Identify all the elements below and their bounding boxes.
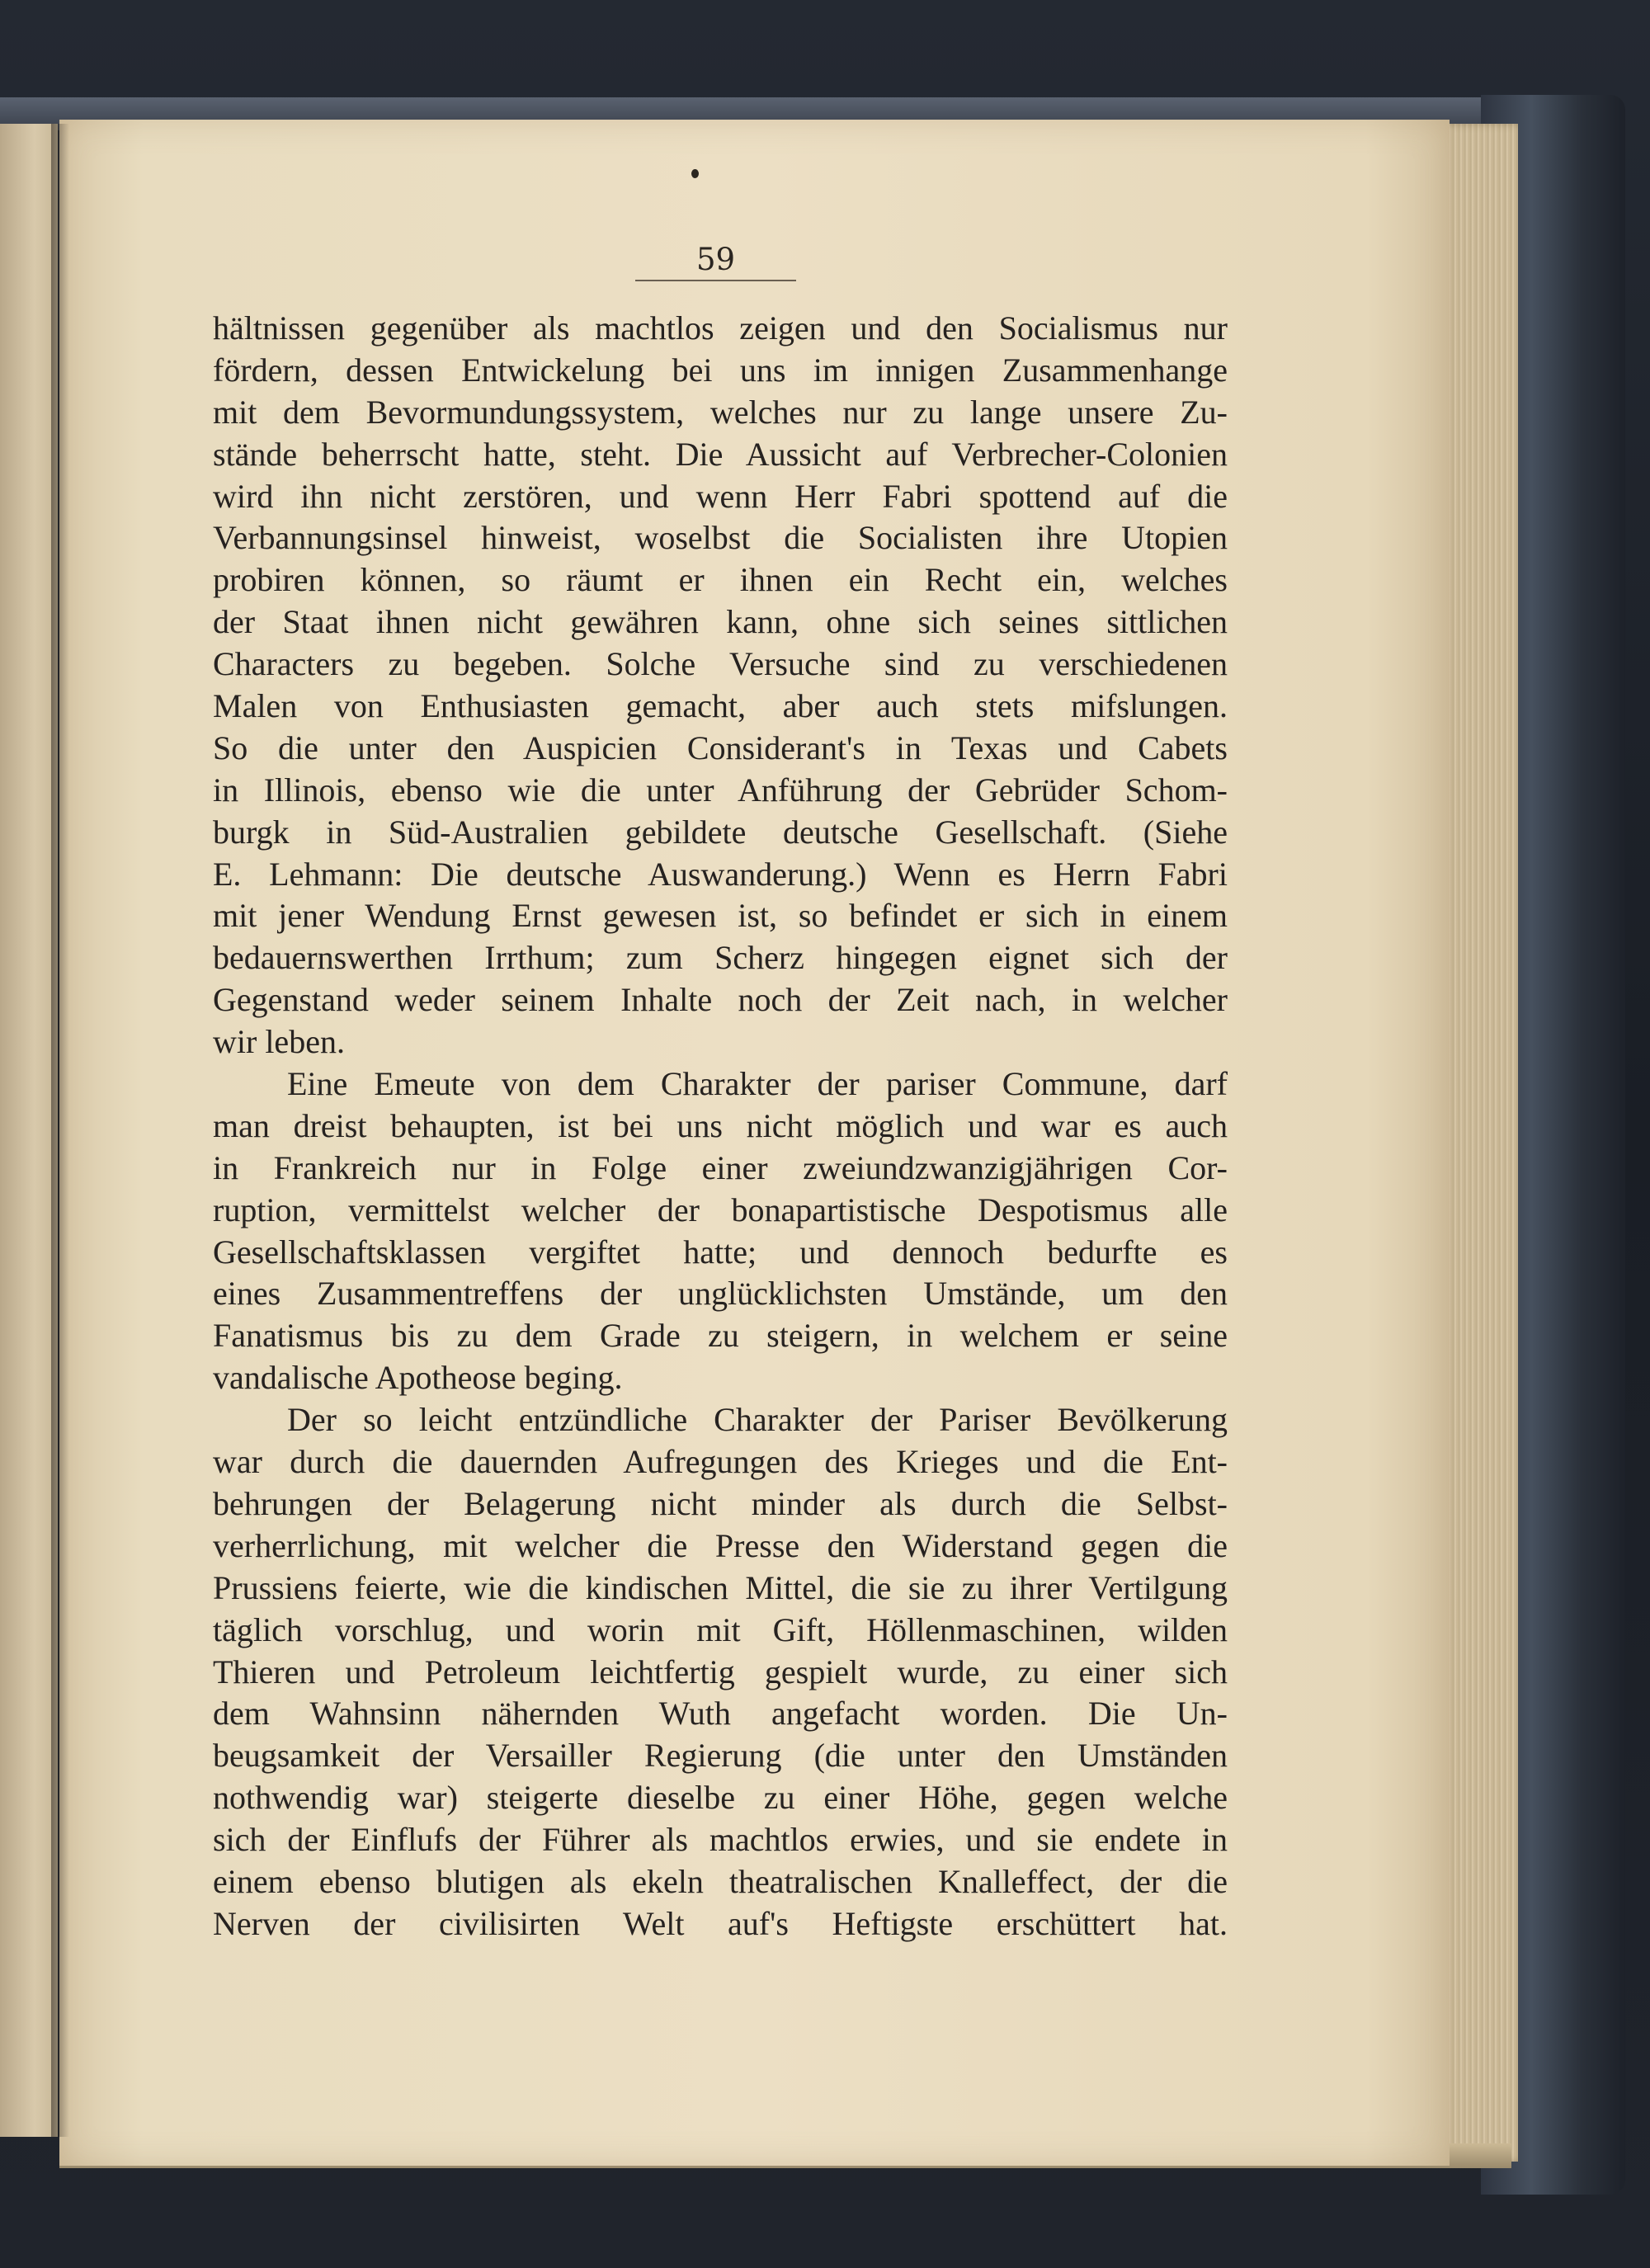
text-line: bedauernswerthen Irrthum; zum Scherz hingegen eignet sich der xyxy=(213,939,1228,977)
text-line: Der so leicht entzündliche Charakter der Pariser Bevölkerung xyxy=(287,1401,1228,1439)
text-line: nothwendig war) steigerte dieselbe zu einer Höhe, gegen welche xyxy=(213,1779,1228,1817)
body-text xyxy=(213,308,1228,1945)
text-line: E. Lehmann: Die deutsche Auswanderung.) Wenn es Herrn Fabri xyxy=(213,855,1228,893)
ink-dot xyxy=(691,169,699,178)
text-line: wir leben. xyxy=(213,1023,345,1061)
text-line: fördern, dessen Entwickelung bei uns im innigen Zusammenhange xyxy=(213,351,1228,389)
page-number: 59 xyxy=(635,241,796,281)
text-line: Characters zu begeben. Solche Versuche sind zu verschiedenen xyxy=(213,645,1228,683)
text-line: mit dem Bevormundungssystem, welches nur zu lange unsere Zu- xyxy=(213,393,1228,431)
text-line: war durch die dauernden Aufregungen des Krieges und die Ent- xyxy=(213,1443,1228,1481)
text-line: verherrlichung, mit welcher die Presse den Widerstand gegen die xyxy=(213,1526,1228,1564)
text-line: der Staat ihnen nicht gewähren kann, ohne sich seines sittlichen xyxy=(213,603,1228,641)
text-line: beugsamkeit der Versailler Regierung (die unter den Umständen xyxy=(213,1737,1228,1775)
text-line: Gegenstand weder seinem Inhalte noch der Zeit nach, in welcher xyxy=(213,981,1228,1019)
text-line: So die unter den Auspicien Considerant's in Texas und Cabets xyxy=(213,728,1228,766)
text-line: Verbannungsinsel hinweist, woselbst die Socialisten ihre Utopien xyxy=(213,519,1228,557)
text-line: Nerven der civilisirten Welt auf's Heftigste erschüttert hat. xyxy=(213,1904,1228,1942)
text-line: sich der Einflufs der Führer als machtlos erwies, und sie endete in xyxy=(213,1821,1228,1859)
text-line: wird ihn nicht zerstören, und wenn Herr Fabri spottend auf die xyxy=(213,477,1228,515)
text-line: einem ebenso blutigen als ekeln theatralischen Knalleffect, der die xyxy=(213,1862,1228,1900)
text-line: vandalische Apotheose beging. xyxy=(213,1359,623,1397)
text-line: in Illinois, ebenso wie die unter Anführung der Gebrüder Schom- xyxy=(213,771,1228,809)
text-line: probiren können, so räumt er ihnen ein Recht ein, welches xyxy=(213,561,1228,599)
text-line: Thieren und Petroleum leichtfertig gespielt wurde, zu einer sich xyxy=(213,1653,1228,1690)
text-line: mit jener Wendung Ernst gewesen ist, so befindet er sich in einem xyxy=(213,897,1228,935)
text-line: Gesellschaftsklassen vergiftet hatte; und dennoch bedurfte es xyxy=(213,1233,1228,1271)
text-line: ruption, vermittelst welcher der bonapartistische Despotismus alle xyxy=(213,1191,1228,1228)
text-line: Malen von Enthusiasten gemacht, aber auch stets mifslungen. xyxy=(213,687,1228,725)
text-line: täglich vorschlug, und worin mit Gift, Höllenmaschinen, wilden xyxy=(213,1610,1228,1648)
text-line: hältnissen gegenüber als machtlos zeigen und den Socialismus nur xyxy=(213,309,1228,347)
text-line: Fanatismus bis zu dem Grade zu steigern, in welchem er seine xyxy=(213,1317,1228,1355)
text-line: behrungen der Belagerung nicht minder als durch die Selbst- xyxy=(213,1484,1228,1522)
text-line: burgk in Süd-Australien gebildete deutsche Gesellschaft. (Siehe xyxy=(213,813,1228,851)
gutter-shadow xyxy=(51,124,69,2137)
text-line: stände beherrscht hatte, steht. Die Aussicht auf Verbrecher-Colonien xyxy=(213,435,1228,473)
page-stack-edges xyxy=(1440,124,1518,2162)
text-line: Prussiens feierte, wie die kindischen Mittel, die sie zu ihrer Vertilgung xyxy=(213,1568,1228,1606)
previous-page-edge xyxy=(0,124,58,2137)
text-line: in Frankreich nur in Folge einer zweiundzwanzigjährigen Cor- xyxy=(213,1148,1228,1186)
text-line: eines Zusammentreffens der unglücklichsten Umstände, um den xyxy=(213,1275,1228,1313)
text-line: man dreist behaupten, ist bei uns nicht möglich und war es auch xyxy=(213,1106,1228,1144)
text-line: Eine Emeute von dem Charakter der pariser Commune, darf xyxy=(287,1065,1228,1103)
text-line: dem Wahnsinn nähernden Wuth angefacht worden. Die Un- xyxy=(213,1695,1228,1733)
